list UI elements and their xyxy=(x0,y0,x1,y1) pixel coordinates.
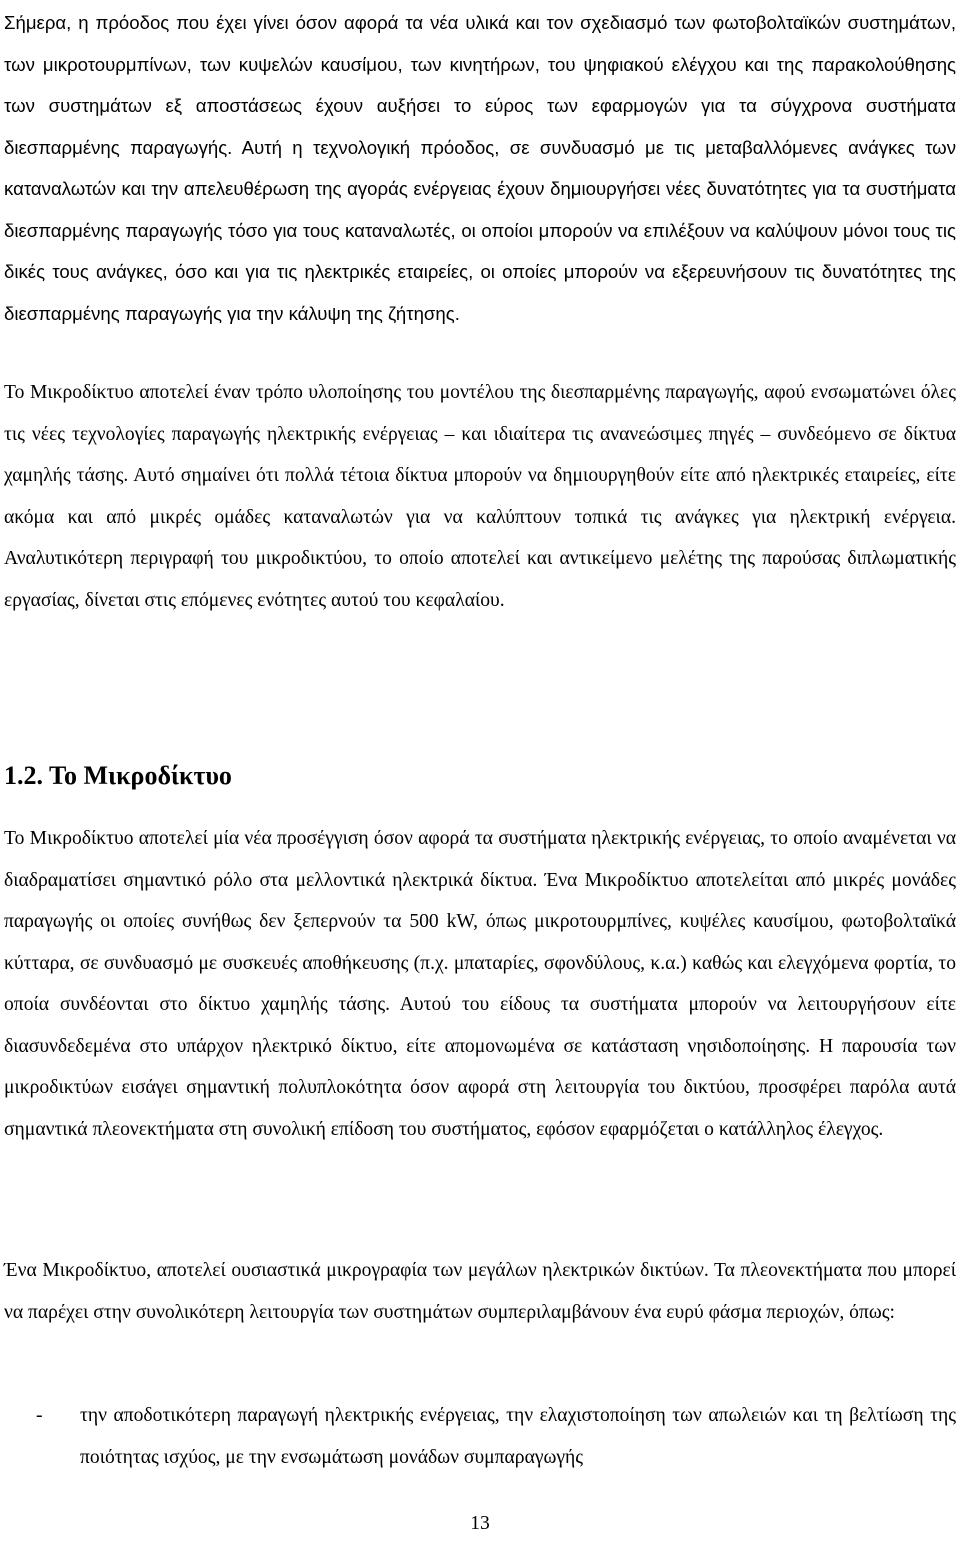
list-bullet: - xyxy=(36,1405,43,1426)
paragraph-intro: Σήμερα, η πρόοδος που έχει γίνει όσον αφορά τα νέα υλικά και τον σχεδιασμό των φωτοβολταϊκών συστημάτων, των μικροτουρμπίνων, των κυψελών καυσίμου, των κινητήρων, του ψηφιακού ελέγχου και της παρακολούθησης των συστημάτων εξ αποστάσεως έχουν αυξήσει το εύρος των εφαρμογών για τα σύγχρονα συστήματα διεσπαρμένης παραγωγής. Αυτή η τεχνολογική πρόοδος, σε συνδυασμό με τις μεταβαλλόμενες ανάγκες των καταναλωτών και την απελευθέρωση της αγοράς ενέργειας έχουν δημιουργήσει νέες δυνατότητες για τα συστήματα διεσπαρμένης παραγωγής τόσο για τους καταναλωτές, οι οποίοι μπορούν να επιλέξουν να καλύψουν μόνοι τους τις δικές τους ανάγκες, όσο και για τις ηλεκτρικές εταιρείες, οι οποίες μπορούν να εξερευνήσουν τις δυνατότητες της διεσπαρμένης παραγωγής για την κάλυψη της ζήτησης. xyxy=(4,12,956,324)
section-title: Το Μικροδίκτυο xyxy=(49,761,232,790)
paragraph-microgrid-model: Το Μικροδίκτυο αποτελεί έναν τρόπο υλοποίησης του μοντέλου της διεσπαρμένης παραγωγής, αφού ενσωματώνει όλες τις νέες τεχνολογίες παραγωγής ηλεκτρικής ενέργειας – και ιδιαίτερα τις ανανεώσιμες πηγές – συνδεόμενο σε δίκτυα χαμηλής τάσης. Αυτό σημαίνει ότι πολλά τέτοια δίκτυα μπορούν να δημιουργηθούν είτε από ηλεκτρικές εταιρείες, είτε ακόμα και από μικρές ομάδες καταναλωτών για να καλύπτουν τοπικά τις ανάγκες για ηλεκτρική ενέργεια. Αναλυτικότερη περιγραφή του μικροδικτύου, το οποίο αποτελεί και αντικείμενο μελέτης της παρούσας διπλωματικής εργασίας, δίνεται στις επόμενες ενότητες αυτού του κεφαλαίου. xyxy=(4,382,956,611)
list-item xyxy=(4,1395,956,1478)
section-heading xyxy=(4,752,232,800)
advantages-list xyxy=(4,1395,956,1478)
page-number: 13 xyxy=(470,1513,490,1534)
paragraph-section-1-2: Το Μικροδίκτυο αποτελεί μία νέα προσέγγιση όσον αφορά τα συστήματα ηλεκτρικής ενέργειας, το οποίο αναμένεται να διαδραματίσει σημαντικό ρόλο στα μελλοντικά ηλεκτρικά δίκτυα. Ένα Μικροδίκτυο αποτελείται από μικρές μονάδες παραγωγής οι οποίες συνήθως δεν ξεπερνούν τα 500 kW, όπως μικροτουρμπίνες, κυψέλες καυσίμου, φωτοβολταϊκά κύτταρα, σε συνδυασμό με συσκευές αποθήκευσης (π.χ. μπαταρίες, σφονδύλους, κ.α.) καθώς και ελεγχόμενα φορτία, το οποία συνδέονται στο δίκτυο χαμηλής τάσης. Αυτού του είδους τα συστήματα μπορούν να λειτουργήσουν είτε διασυνδεδεμένα στο υπάρχον ηλεκτρικό δίκτυο, είτε απομονωμένα σε κατάσταση νησιδοποίησης. Η παρουσία των μικροδικτύων εισάγει σημαντική πολυπλοκότητα όσον αφορά στη λειτουργία του δικτύου, προσφέρει παρόλα αυτά σημαντικά πλεονεκτήματα στη συνολική επίδοση του συστήματος, εφόσον εφαρμόζεται ο κατάλληλος έλεγχος. xyxy=(4,828,956,1140)
section-number: 1.2. xyxy=(4,761,43,790)
list-item-text: την αποδοτικότερη παραγωγή ηλεκτρικής ενέργειας, την ελαχιστοποίηση των απωλειών και τη βελτίωση της ποιότητας ισχύος, με την ενσωμάτωση μονάδων συμπαραγωγής xyxy=(80,1405,956,1468)
paragraph-advantages-intro: Ένα Μικροδίκτυο, αποτελεί ουσιαστικά μικρογραφία των μεγάλων ηλεκτρικών δικτύων. Τα πλεονεκτήματα που μπορεί να παρέχει στην συνολικότερη λειτουργία των συστημάτων συμπεριλαμβάνουν ένα ευρύ φάσμα περιοχών, όπως: xyxy=(4,1260,956,1323)
